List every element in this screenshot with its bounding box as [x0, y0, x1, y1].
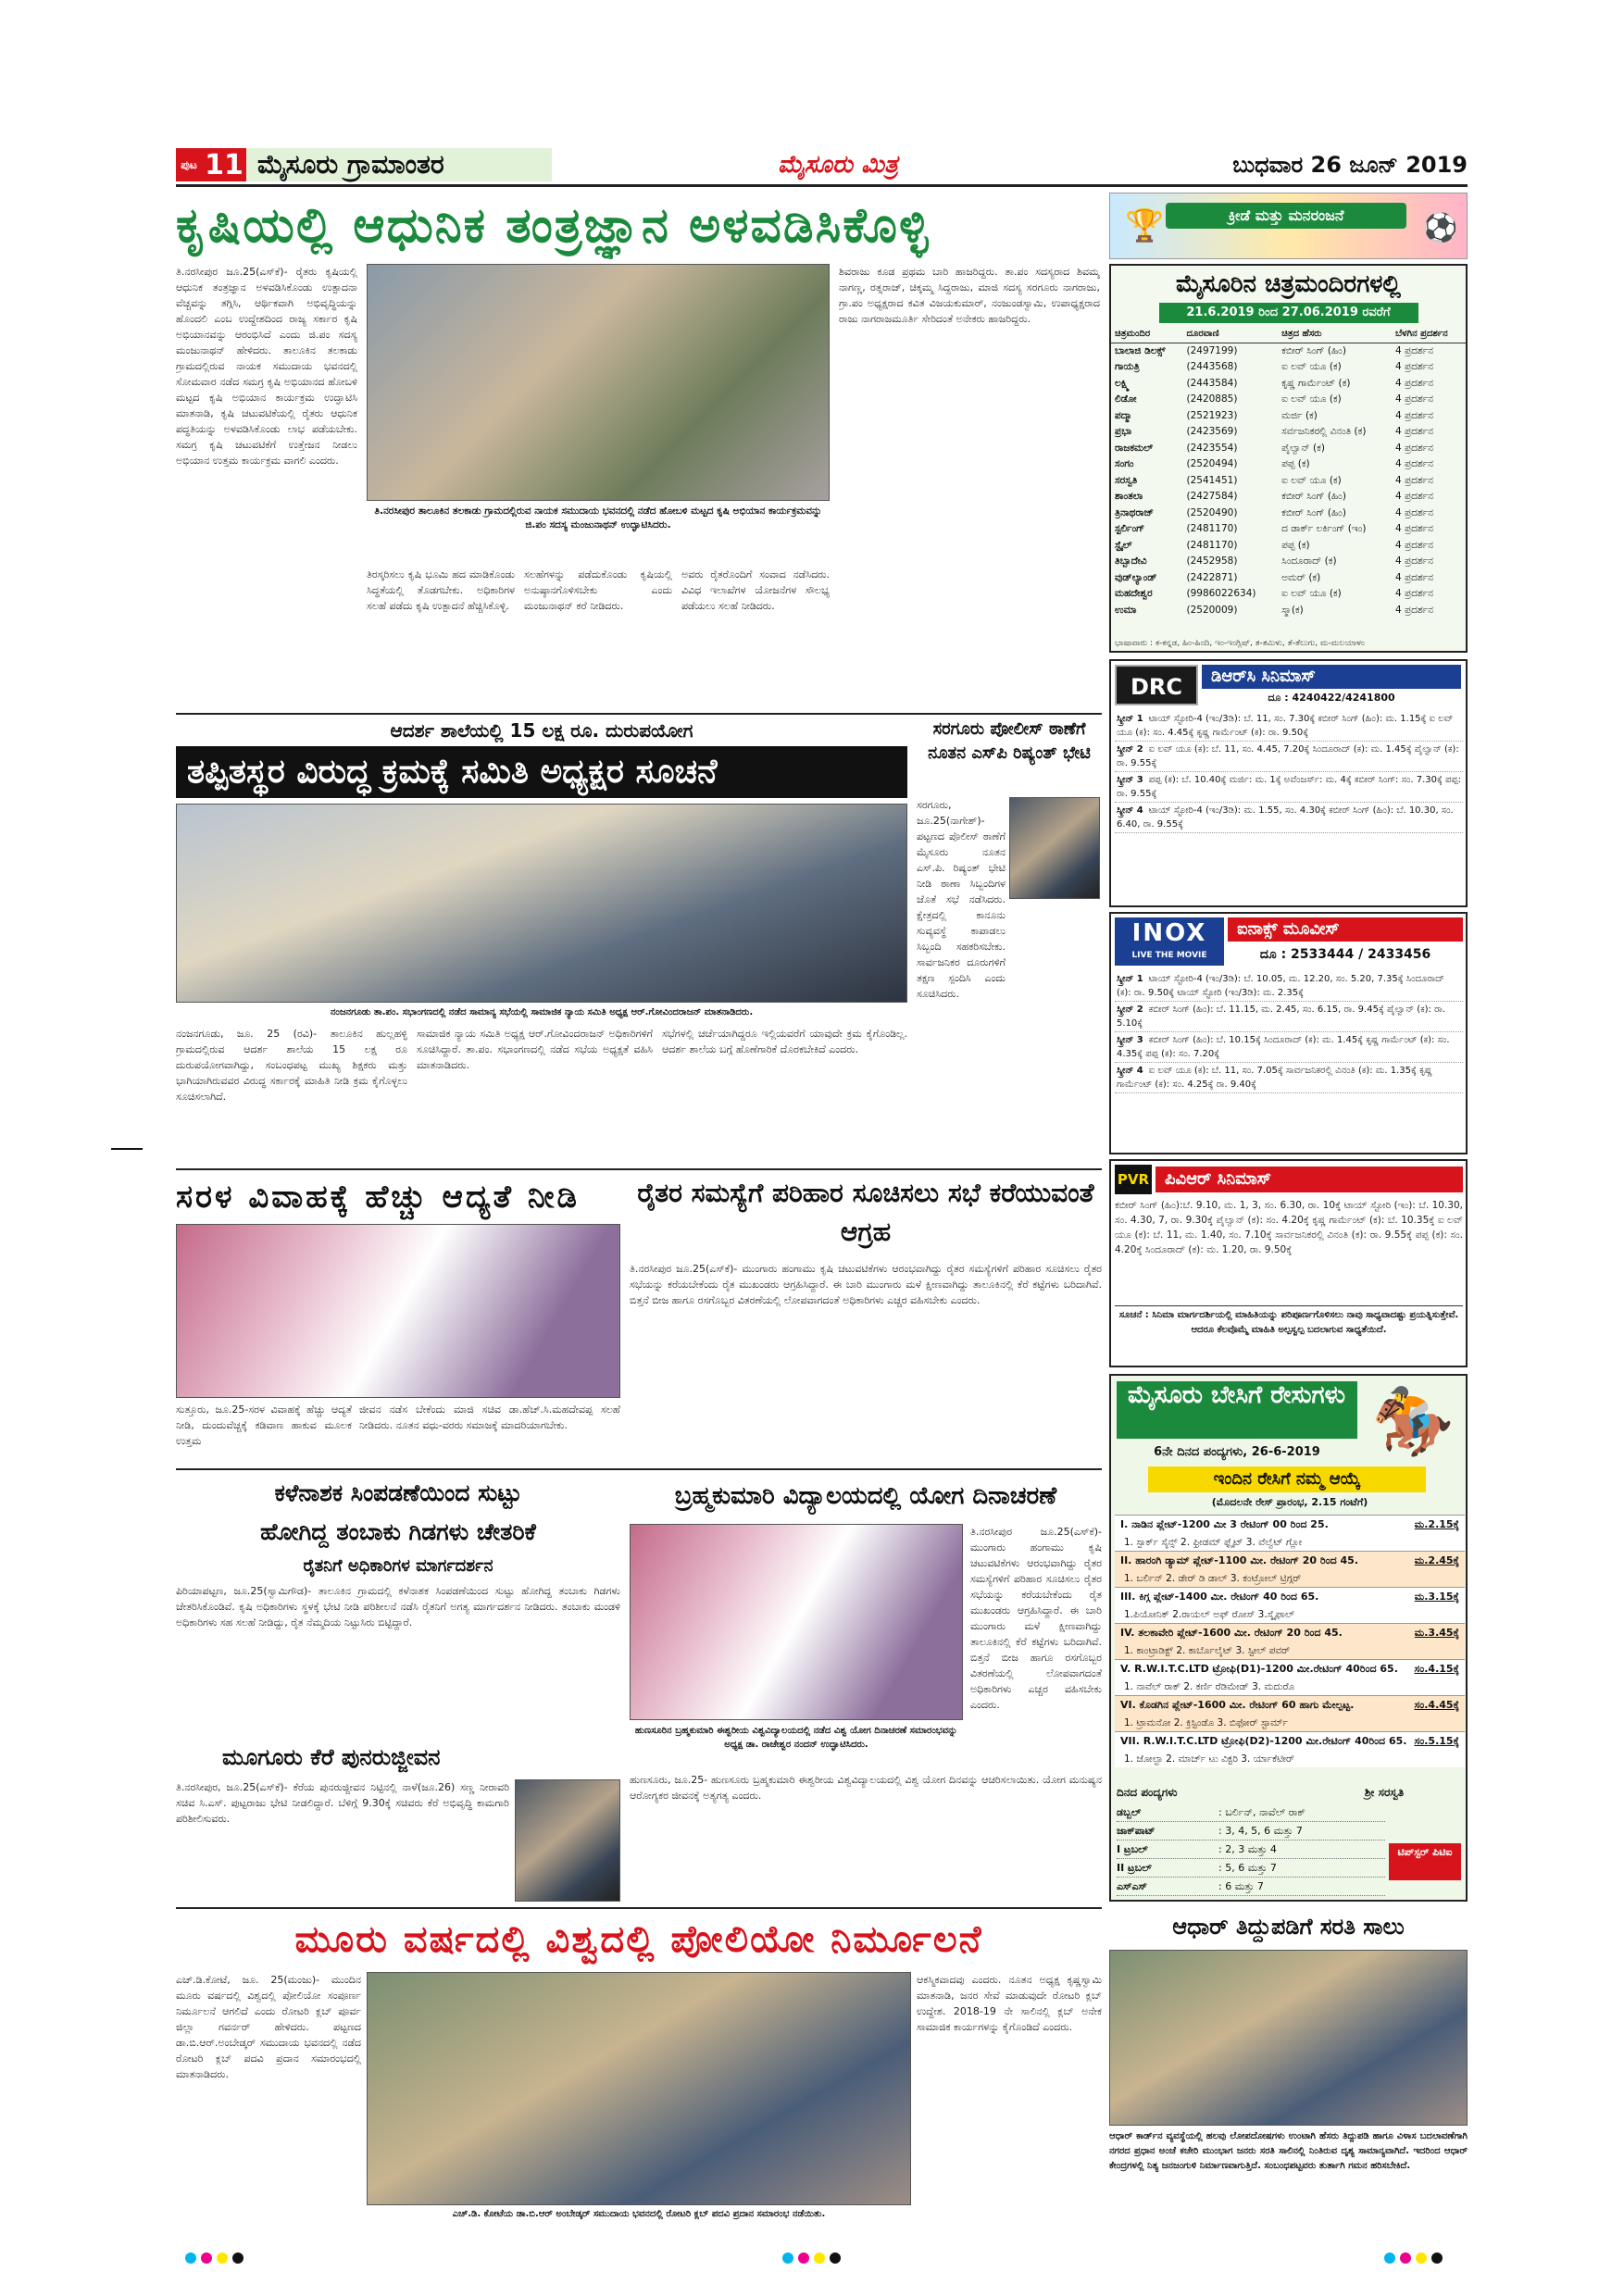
- lead-headline: ಕೃಷಿಯಲ್ಲಿ ಆಧುನಿಕ ತಂತ್ರಜ್ಞಾನ ಅಳವಡಿಸಿಕೊಳ್ಳಿ: [176, 198, 931, 254]
- story5-photo: [515, 1779, 620, 1902]
- race-picks: 1. ಟ್ರಾಮನೋ 2. ಕ್ರಿಸ್ಟಿಂಡೊ 3. ಬಿಫೋರ್ ಸ್ಟಾರ್ಮ್: [1115, 1715, 1465, 1731]
- inox-box: [1109, 912, 1468, 1154]
- pvr-title: ಪಿವಿಆರ್ ಸಿನಿಮಾಸ್: [1156, 1167, 1463, 1192]
- race-time: ಮ.2.45ಕ್ಕೆ: [1414, 1554, 1459, 1566]
- aadhaar-photo: [1109, 1950, 1468, 2126]
- bets-list: [1117, 1803, 1385, 1896]
- race-time: ಸಂ.4.45ಕ್ಕೆ: [1414, 1699, 1459, 1711]
- theater-name: ಗಾಯತ್ರಿ: [1115, 361, 1140, 372]
- drc-cinemas-box: [1109, 659, 1468, 907]
- story3-photo: [176, 1224, 620, 1398]
- issue-date: ಬುಧವಾರ 26 ಜೂನ್ 2019: [1232, 152, 1468, 178]
- bet-picks: : 3, 4, 5, 6 ಮತ್ತು 7: [1218, 1825, 1303, 1837]
- races-subtitle: 6ನೇ ದಿನದ ಪಂದ್ಯಗಳು, 26-6-2019: [1154, 1445, 1320, 1459]
- movie-title: ಪೈಲ್ವಾನ್ (ಕ): [1281, 442, 1325, 454]
- story5-body: ತಿ.ನರಸೀಪುರ, ಜೂ.25(ಎಸ್‌ಕೆ)- ಕೆರೆಯ ಪುನರುಜ್ಜೀವನ ನಿಟ್ಟಿನಲ್ಲಿ ನಾಳೆ(ಜೂ.26) ಸಣ್ಣ ನೀರಾವರಿ ಸಚಿವ ಸಿ.ಎಸ್. ಪುಟ್ಟರಾಜು ಭೇಟಿ ನೀಡಲಿದ್ದಾರೆ. ಬೆಳಿಗ್ಗೆ 9.30ಕ್ಕೆ ಸಚಿವರು ಕೆರೆ ಅಭಿವೃದ್ಧಿ ಕಾಮಗಾರಿ ಪರಿಶೀಲಿಸುವರು.: [176, 1781, 509, 1825]
- drc-screen-list: [1115, 711, 1463, 904]
- aadhaar-story: [1109, 1907, 1468, 2233]
- theater-row: [1111, 424, 1466, 441]
- race-title-row: [1115, 1551, 1465, 1570]
- lead-col-1: ತಿ.ನರಸೀಪುರ ಜೂ.25(ಎಸ್‌ಕೆ)- ರೈತರು ಕೃಷಿಯಲ್ಲಿ ಆಧುನಿಕ ತಂತ್ರಜ್ಞಾನ ಅಳವಡಿಸಿಕೊಂಡು ಉತ್ಪಾದನಾ ವೆಚ್ಚವನ್ನು ತಗ್ಗಿಸಿ, ಆರ್ಥಿಕವಾಗಿ ಅಭಿವೃದ್ಧಿಯನ್ನು ಹೊಂದಲಿ ಎಂಬ ಉದ್ದೇಶದಿಂದ ರಾಜ್ಯ ಸರ್ಕಾರ ಕೃಷಿ ಅಭಿಯಾನವನ್ನು ಆರಂಭಿಸಿದೆ ಎಂದು ಜಿ.ಪಂ ಸದಸ್ಯ ಮಂಜುನಾಥನ್ ಹೇಳಿದರು. ತಾಲೂಕಿನ ತಲಕಾಡು ಗ್ರಾಮದಲ್ಲಿರುವ ನಾಯಕ ಸಮುದಾಯ ಭವನದಲ್ಲಿ ಸೋಮವಾರ ನಡೆದ ಸಮಗ್ರ ಕೃಷಿ ಅಭಿಯಾನದ ಹೋಬಳಿ ಮಟ್ಟದ ಕೃಷಿ ಅಭಿಯಾನ ಕಾರ್ಯಕ್ರಮ ಉದ್ಘಾಟಿಸಿ ಮಾತನಾಡಿ, ಕೃಷಿ ಚಟುವಟಿಕೆಯಲ್ಲಿ ರೈತರು ಆಧುನಿಕ ಪದ್ಧತಿಯನ್ನು ಅಳವಡಿಸಿಕೊಂಡು ಲಾಭ ಪಡೆಯಬೇಕು. ಸಮಗ್ರ ಕೃಷಿ ಚಟುವಟಿಕೆಗೆ ಉತ್ತೇಜನ ನೀಡಲು ಅಭಿಯಾನ ಉತ್ತಮ ಕಾರ್ಯಕ್ರಮ ವಾಗಲಿ ಎಂದರು.: [176, 266, 357, 467]
- masthead: ಮೈಸೂರು ಮಿತ್ರ: [778, 151, 898, 179]
- story7-photo: [630, 1524, 963, 1720]
- story4-headline-line-1: ಕಳೆನಾಶಕ ಸಿಂಪಡಣೆಯಿಂದ ಸುಟ್ಟು: [274, 1479, 522, 1506]
- movie-title: ಐ ಲವ್ ಯೂ (ಕ): [1281, 474, 1342, 486]
- story7-body-side: ತಿ.ನರಸೀಪುರ ಜೂ.25(ಎಸ್‌ಕೆ)- ಮುಂಗಾರು ಹಂಗಾಮು ಕೃಷಿ ಚಟುವಟಿಕೆಗಳು ಆರಂಭವಾಗಿದ್ದು ರೈತರ ಸಮಸ್ಯೆಗಳಿಗೆ ಪರಿಹಾರ ಸೂಚಿಸಲು ರೈತರ ಸಭೆಯನ್ನು ಕರೆಯಬೇಕೆಂದು ರೈತ ಮುಖಂಡರು ಆಗ್ರಹಿಸಿದ್ದಾರೆ. ಈ ಬಾರಿ ಮುಂಗಾರು ಮಳೆ ಕ್ಷೀಣವಾಗಿದ್ದು ತಾಲೂಕಿನಲ್ಲಿ ಕೆರೆ ಕಟ್ಟೆಗಳು ಬರಿದಾಗಿವೆ. ಬಿತ್ತನೆ ಬೀಜ ಹಾಗೂ ರಸಗೊಬ್ಬರ ವಿತರಣೆಯಲ್ಲಿ ಲೋಪವಾಗದಂತೆ ಅಧಿಕಾರಿಗಳು ಎಚ್ಚರ ವಹಿಸಬೇಕು ಎಂದರು.: [970, 1526, 1102, 1711]
- story7-headline: ಬ್ರಹ್ಮಕುಮಾರಿ ವಿದ್ಯಾಲಯದಲ್ಲಿ ಯೋಗ ದಿನಾಚರಣೆ: [674, 1482, 1057, 1510]
- race-time: ಮ.3.45ಕ್ಕೆ: [1414, 1627, 1459, 1639]
- show-count: 4 ಪ್ರದರ್ಶನ: [1394, 539, 1433, 551]
- show-count: 4 ಪ್ರದರ್ಶನ: [1394, 361, 1433, 372]
- theater-row: [1111, 586, 1466, 603]
- theater-listing: [1109, 264, 1468, 653]
- screen-row: [1115, 971, 1463, 1002]
- page-number: 11: [202, 148, 246, 181]
- theater-row: [1111, 392, 1466, 408]
- lead-col-3: ಸಲಹೆಗಳನ್ನು ಪಡೆದುಕೊಂಡು ಕೃಷಿಯಲ್ಲಿ ಅನುಷ್ಠಾನಗೊಳಿಸಬೇಕು ಎಂದು ಮಂಜುನಾಥನ್ ಕರೆ ನೀಡಿದರು.: [524, 568, 672, 612]
- screen-label: ಸ್ಕ್ರೀನ್ 4: [1117, 805, 1143, 816]
- show-count: 4 ಪ್ರದರ್ಶನ: [1394, 474, 1433, 486]
- story4-subhead: ರೈತನಿಗೆ ಅಧಿಕಾರಿಗಳ ಮಾರ್ಗದರ್ಶನ: [303, 1556, 493, 1576]
- yellow-dot: [217, 2252, 228, 2264]
- show-count: 4 ಪ್ರದರ್ಶನ: [1394, 506, 1433, 518]
- screen-showtimes: ಟಾಯ್ ಸ್ಟೋರಿ-4 (ಇಂ/3ಡಿ): ಬೆ. 10.05, ಮ. 12.20, ಸಂ. 5.20, 7.35ಕ್ಕೆ ಸಿಂದೂರಾದ್ (ಕ): ರಾ. 9.50ಕ್ಕೆ ಟಾಯ್ ಸ್ಟೋರಿ (ಇಂ/3ಡಿ): ಮ. 2.35ಕ್ಕೆ: [1117, 974, 1444, 998]
- theater-phone: (2443584): [1186, 377, 1238, 389]
- theater-name: ತಿಬ್ಬಾದೇವಿ: [1115, 555, 1147, 567]
- divider: [176, 1907, 1102, 1909]
- section-name: ಮೈಸೂರು ಗ್ರಾಮಾಂತರ: [246, 148, 552, 181]
- theater-row: [1111, 538, 1466, 555]
- theater-row: [1111, 456, 1466, 473]
- race-picks: 1. ಜೋಲ್ಟಾ 2. ಮಾರ್ಚ್ ಟು ವಿಕ್ಟರಿ 3. ರ್ಯಾಕೆಟೀರ್: [1115, 1751, 1465, 1767]
- screen-showtimes: ಟಾಯ್ ಸ್ಟೋರಿ-4 (ಇಂ/3ಡಿ): ಮ. 1.55, ಸಂ. 4.30ಕ್ಕೆ ಕಬೀರ್ ಸಿಂಗ್ (ಹಿಂ): ಬೆ. 10.30, ಸಂ. 6.40, ರಾ. 9.55ಕ್ಕೆ: [1117, 805, 1454, 830]
- races-title: ಮೈಸೂರು ಬೇಸಿಗೆ ರೇಸುಗಳು: [1117, 1381, 1357, 1439]
- lead-col-5: ಶಿವರಾಜು ಕೂಡ ಪ್ರಥಮ ಬಾರಿ ಹಾಜರಿದ್ದರು. ತಾ.ಪಂ ಸದಸ್ಯರಾದ ಶಿವಮ್ಮ ನಾಗಣ್ಣ, ರತ್ನರಾಜ್, ಚಿಕ್ಕಮ್ಮ ಸಿದ್ದರಾಜು, ಮಾಜಿ ಸದಸ್ಯ ಸರಗೂರು ನಾಗರಾಜು, ಗ್ರಾ.ಪಂ ಅಧ್ಯಕ್ಷರಾದ ಕವಿತ ವಿಜಯಕುಮಾರ್, ನಂಜುಂಡಸ್ವಾಮಿ, ಉಪಾಧ್ಯಕ್ಷರಾದ ರಾಜು ನಾಗರಾಜಮೂರ್ತಿ ಸೇರಿದಂತೆ ಅನೇಕರು ಹಾಜರಿದ್ದರು.: [839, 266, 1100, 325]
- race-title-row: [1115, 1515, 1465, 1534]
- theater-phone: (2520009): [1186, 604, 1238, 616]
- inox-logo-top: INOX: [1131, 919, 1207, 947]
- story5-headline: ಮೂಗೂರು ಕೆರೆ ಪುನರುಜ್ಜೀವನ: [222, 1744, 441, 1770]
- bet-row: [1117, 1859, 1385, 1878]
- show-count: 4 ಪ್ರದರ್ಶನ: [1394, 426, 1433, 437]
- theater-phone: (2497199): [1186, 344, 1238, 356]
- divider: [176, 1468, 1102, 1470]
- theater-row: [1111, 441, 1466, 457]
- pvr-box: [1109, 1159, 1468, 1367]
- theater-name: ವುಡ್‌ಲ್ಯಾಂಡ್: [1115, 571, 1157, 583]
- show-count: 4 ಪ್ರದರ್ಶನ: [1394, 555, 1433, 567]
- race-title: III. ಕಿಗ್ಗ ಪ್ಲೇಟ್-1400 ಮೀ. ರೇಟಿಂಗ್ 40 ರಿಂದ 65.: [1120, 1591, 1319, 1603]
- police-story: [917, 718, 1102, 1167]
- screen-row: [1115, 1032, 1463, 1063]
- show-count: 4 ಪ್ರದರ್ಶನ: [1394, 588, 1433, 599]
- show-count: 4 ಪ್ರದರ್ಶನ: [1394, 491, 1433, 502]
- show-count: 4 ಪ್ರದರ್ಶನ: [1394, 523, 1433, 534]
- registration-marks-left: [185, 2250, 269, 2265]
- race-title-row: [1115, 1587, 1465, 1606]
- theater-row: [1111, 376, 1466, 393]
- bet-type: I ಟ್ರಬಲ್: [1117, 1843, 1148, 1855]
- magenta-dot: [1400, 2252, 1411, 2264]
- bet-row: [1117, 1803, 1385, 1822]
- movie-title: ಕಬೀರ್ ಸಿಂಗ್ (ಹಿಂ): [1281, 344, 1346, 356]
- story8-col-1: ಎಚ್.ಡಿ.ಕೋಟೆ, ಜೂ. 25(ಮಂಜು)- ಮುಂದಿನ ಮೂರು ವರ್ಷದಲ್ಲಿ ವಿಶ್ವದಲ್ಲಿ ಪೋಲಿಯೋ ಸಂಪೂರ್ಣ ನಿರ್ಮೂಲನೆ ಆಗಲಿದೆ ಎಂದು ರೋಟರಿ ಕ್ಲಬ್ ಪೂರ್ವ ಜಿಲ್ಲಾ ಗವರ್ನರ್ ಹೇಳಿದರು. ಪಟ್ಟಣದ ಡಾ.ಬಿ.ಆರ್.ಅಂಬೇಡ್ಕರ್ ಸಮುದಾಯ ಭವನದಲ್ಲಿ ನಡೆದ ರೋಟರಿ ಕ್ಲಬ್ ಪದವಿ ಪ್ರದಾನ ಸಮಾರಂಭದಲ್ಲಿ ಮಾತನಾಡಿದರು.: [176, 1974, 361, 2080]
- story8-col-2: ಆಕಸ್ಮಿಕವಾದವು ಎಂದರು. ನೂತನ ಅಧ್ಯಕ್ಷ ಕೃಷ್ಣಸ್ವಾಮಿ ಮಾತನಾಡಿ, ಜನರ ಸೇವೆ ಮಾಡುವುದೇ ರೋಟರಿ ಕ್ಲಬ್ ಉದ್ದೇಶ. 2018-19 ನೇ ಸಾಲಿನಲ್ಲಿ ಕ್ಲಬ್ ಅನೇಕ ಸಾಮಾಜಿಕ ಕಾರ್ಯಗಳನ್ನು ಕೈಗೊಂಡಿದೆ ಎಂದರು.: [917, 1974, 1102, 2033]
- drc-phone: ದೂ : 4240422/4241800: [1268, 692, 1395, 704]
- story4-body: ಪಿರಿಯಾಪಟ್ಟಣ, ಜೂ.25(ಸ್ವಾಮಿಗೌಡ)- ತಾಲೂಕಿನ ಗ್ರಾಮದಲ್ಲಿ ಕಳೆನಾಶಕ ಸಿಂಪಡಣೆಯಿಂದ ಸುಟ್ಟು ಹೋಗಿದ್ದ ತಂಬಾಕು ಗಿಡಗಳು ಚೇತರಿಸಿಕೊಂಡಿವೆ. ಕೃಷಿ ಅಧಿಕಾರಿಗಳು ಸ್ಥಳಕ್ಕೆ ಭೇಟಿ ನೀಡಿ ಪರಿಶೀಲನೆ ನಡೆಸಿ ರೈತನಿಗೆ ಅಗತ್ಯ ಮಾರ್ಗದರ್ಶನ ನೀಡಿದರು. ತಂಬಾಕು ಮಂಡಳಿ ಅಧಿಕಾರಿಗಳು ಸಹ ಸಲಹೆ ನೀಡಿದ್ದು, ರೈತ ನೆಮ್ಮದಿಯ ನಿಟ್ಟುಸಿರು ಬಿಟ್ಟಿದ್ದಾರೆ.: [176, 1585, 620, 1628]
- theater-name: ಲಕ್ಷ್ಮಿ: [1115, 377, 1130, 389]
- show-count: 4 ಪ್ರದರ್ಶನ: [1394, 458, 1433, 469]
- movie-title: ಅಮರ್ (ಕ): [1281, 571, 1321, 583]
- story2-kicker: ಆದರ್ಶ ಶಾಲೆಯಲ್ಲಿ 15 ಲಕ್ಷ ರೂ. ದುರುಪಯೋಗ: [390, 719, 693, 742]
- theater-phone: (2420885): [1186, 393, 1238, 405]
- pvr-notice: ಸೂಚನೆ : ಸಿನಿಮಾ ಮಾರ್ಗದರ್ಶಿಯಲ್ಲಿ ಮಾಹಿತಿಯನ್ನು ಪರಿಪೂರ್ಣಗೊಳಿಸಲು ನಾವು ಸಾಧ್ಯವಾದಷ್ಟು ಪ್ರಯತ್ನಿಸುತ್ತೇವೆ. ಆದರೂ ಕೆಲವೊಮ್ಮೆ ಮಾಹಿತಿ ಅಲ್ಪಸ್ವಲ್ಪ ಬದಲಾಗುವ ಸಾಧ್ಯತೆಯಿದೆ.: [1115, 1305, 1463, 1365]
- screen-showtimes: ಕಬೀರ್ ಸಿಂಗ್ (ಹಿಂ): ಬೆ. 11.15, ಮ. 2.45, ಸಂ. 6.15, ರಾ. 9.45ಕ್ಕೆ ಪೈಲ್ವಾನ್ (ಕ): ರಾ. 5.10ಕ್ಕೆ: [1117, 1004, 1446, 1029]
- crop-mark: [111, 1148, 143, 1150]
- bets-by: ಶ್ರೀ ಸರಸ್ವತಿ: [1364, 1786, 1405, 1799]
- movie-title: ಪಪ್ಪ (ಕ): [1281, 458, 1310, 469]
- theater-phone: (2427584): [1186, 491, 1238, 502]
- bet-type: ಜಾಕ್‌ಪಾಟ್: [1117, 1825, 1156, 1837]
- theater-name: ಉಮಾ: [1115, 604, 1137, 616]
- registration-marks-center: [782, 2250, 866, 2265]
- theater-row: [1111, 521, 1466, 538]
- divider: [176, 1168, 1102, 1170]
- show-count: 4 ಪ್ರದರ್ಶನ: [1394, 571, 1433, 583]
- story3-headline: ಸರಳ ವಿವಾಹಕ್ಕೆ ಹೆಚ್ಚು ಆದ್ಯತೆ ನೀಡಿ: [176, 1179, 580, 1216]
- theater-row: [1111, 359, 1466, 376]
- screen-label: ಸ್ಕ್ರೀನ್ 2: [1117, 1004, 1143, 1015]
- show-count: 4 ಪ್ರದರ್ಶನ: [1394, 409, 1433, 421]
- theater-row: [1111, 489, 1466, 505]
- cyan-dot: [185, 2252, 196, 2264]
- story4-headline-line-2: ಹೋಗಿದ್ದ ತಂಬಾಕು ಗಿಡಗಳು ಚೇತರಿಕೆ: [260, 1518, 536, 1545]
- show-count: 4 ಪ್ರದರ್ಶನ: [1394, 604, 1433, 616]
- screen-row: [1115, 772, 1463, 803]
- lead-photo: [367, 264, 830, 501]
- show-count: 4 ಪ್ರದರ್ಶನ: [1394, 377, 1433, 389]
- theater-phone: (2481170): [1186, 523, 1238, 534]
- black-dot: [232, 2252, 244, 2264]
- screen-label: ಸ್ಕ್ರೀನ್ 1: [1117, 714, 1143, 724]
- theater-row: [1111, 570, 1466, 587]
- inox-screen-list: [1115, 971, 1463, 1151]
- race-title: VI. ಕೊಡಗಿನ ಪ್ಲೇಟ್-1600 ಮೀ. ರೇಟಿಂಗ್ 60 ಹಾಗು ಮೇಲ್ಪಟ್ಟ.: [1120, 1699, 1355, 1711]
- drc-logo: DRC: [1115, 665, 1198, 705]
- screen-showtimes: ಪಪ್ಪ (ಕ): ಬೆ. 10.40ಕ್ಕೆ ಮರ್ಜಿ: ಮ. 1ಕ್ಕೆ ಅವೆಂಜರ್ಸ್: ಮ. 4ಕ್ಕೆ ಕಬೀರ್ ಸಿಂಗ್: ಸಂ. 7.30ಕ್ಕೆ ಪಪ್ಪ: ರಾ. 9.55ಕ್ಕೆ: [1117, 775, 1461, 799]
- lead-col-4: ಅವರು ರೈತರೊಂದಿಗೆ ಸಂವಾದ ನಡೆಸಿದರು. ವಿವಿಧ ಇಲಾಖೆಗಳ ಯೋಜನೆಗಳ ಸೌಲಭ್ಯ ಪಡೆಯಲು ಸಲಹೆ ನೀಡಿದರು.: [681, 568, 830, 612]
- bet-picks: : ಬರ್ಲಿನ್, ನಾವೆಲ್ ರಾಕ್: [1218, 1806, 1305, 1818]
- theater-phone: (2481170): [1186, 539, 1238, 551]
- show-count: 4 ಪ್ರದರ್ಶನ: [1394, 442, 1433, 454]
- story7-photo-caption: ಹುಣಸೂರಿನ ಬ್ರಹ್ಮಕುಮಾರಿ ಈಶ್ವರೀಯ ವಿಶ್ವವಿದ್ಯಾಲಯದಲ್ಲಿ ನಡೆದ ವಿಶ್ವ ಯೋಗ ದಿನಾಚರಣೆ ಸಮಾರಂಭವನ್ನು ಅಧ್ಯಕ್ಷ ಡಾ. ರಾಜೇಶ್ವರ ನಂದನ್ ಉದ್ಘಾಟಿಸಿದರು.: [634, 1726, 958, 1750]
- pvr-showtimes: ಕಬೀರ್ ಸಿಂಗ್ (ಹಿಂ):ಬೆ. 9.10, ಮ. 1, 3, ಸಂ. 6.30, ರಾ. 10ಕ್ಕೆ ಟಾಯ್ ಸ್ಟೋರಿ (ಇಂ): ಬೆ. 10.30, ಸಂ. 4.30, 7, ರಾ. 9.30ಕ್ಕೆ ಪೈಲ್ವಾನ್ (ಕ): ಸಂ. 4.20ಕ್ಕೆ ಕೃಷ್ಣ ಗಾರ್ಮೆಂಟ್ (ಕ): ಬೆ. 10.35ಕ್ಕೆ ಐ ಲವ್ ಯೂ (ಕ): ಬೆ. 11, ಮ. 1.40, ಸಂ. 7.10ಕ್ಕೆ ಸಾರ್ವಜನಿಕರಲ್ಲಿ ವಿನಂತಿ (ಕ): ರಾ. 9.55ಕ್ಕೆ ಪಪ್ಪ (ಕ): ಸಂ. 4.20ಕ್ಕೆ ಸಿಂದೂರಾದ್ (ಕ): ಮ. 1.20, ರಾ. 9.50ಕ್ಕೆ: [1115, 1200, 1463, 1255]
- screen-label: ಸ್ಕ್ರೀನ್ 2: [1117, 744, 1143, 755]
- screen-row: [1115, 742, 1463, 772]
- cyan-dot: [1384, 2252, 1395, 2264]
- screen-row: [1115, 1063, 1463, 1093]
- theater-row: [1111, 473, 1466, 490]
- screen-showtimes: ಟಾಯ್ ಸ್ಟೋರಿ-4 (ಇಂ/3ಡಿ): ಬೆ. 11, ಸಂ. 7.30ಕ್ಕೆ ಕಬೀರ್ ಸಿಂಗ್ (ಹಿಂ): ಮ. 1.15ಕ್ಕೆ ಐ ಲವ್ ಯೂ (ಕ): ಸಂ. 4.45ಕ್ಕೆ ಕೃಷ್ಣ ಗಾರ್ಮೆಂಟ್ (ಕ): ರಾ. 9.50ಕ್ಕೆ: [1117, 714, 1454, 738]
- theater-table: [1111, 326, 1466, 618]
- movie-title: ಕಬೀರ್ ಸಿಂಗ್ (ಹಿಂ): [1281, 491, 1346, 502]
- theater-name: ಸಂಗಂ: [1115, 458, 1134, 469]
- theater-name: ಪದ್ಮಾ: [1115, 409, 1132, 421]
- theater-name: ಸ್ಟೈಲ್: [1115, 539, 1132, 551]
- theater-name: ಸರಸ್ವತಿ: [1115, 474, 1138, 486]
- bet-row: [1117, 1822, 1385, 1841]
- story7-body: ಹುಣಸೂರು, ಜೂ.25- ಹುಣಸೂರು ಬ್ರಹ್ಮಕುಮಾರಿ ಈಶ್ವರೀಯ ವಿಶ್ವವಿದ್ಯಾಲಯದಲ್ಲಿ ವಿಶ್ವ ಯೋಗ ದಿನವನ್ನು ಆಚರಿಸಲಾಯಿತು. ಯೋಗ ಮನುಷ್ಯನ ಆರೋಗ್ಯಕರ ಜೀವನಕ್ಕೆ ಅತ್ಯಗತ್ಯ ಎಂದರು.: [630, 1774, 1102, 1802]
- theater-row: [1111, 408, 1466, 425]
- bet-picks: : 6 ಮತ್ತು 7: [1218, 1880, 1264, 1892]
- theater-phone: (2423554): [1186, 442, 1238, 454]
- theater-row: [1111, 343, 1466, 359]
- aadhaar-caption: ಆಧಾರ್ ಕಾರ್ಡ್‌ನ ವ್ಯವಸ್ಥೆಯಲ್ಲಿ ಹಲವು ಲೋಪದೋಷಗಳು ಉಂಟಾಗಿ ಹೆಸರು ತಿದ್ದುಪಡಿ ಹಾಗೂ ವಿಳಾಸ ಬದಲಾವಣೆಗಾಗಿ ನಗರದ ಪ್ರಧಾನ ಅಂಚೆ ಕಚೇರಿ ಮುಂಭಾಗ ಜನರು ಸರತಿ ಸಾಲಿನಲ್ಲಿ ನಿಂತಿರುವ ದೃಶ್ಯ ಸಾಮಾನ್ಯವಾಗಿದೆ. ಇದರಿಂದ ಆಧಾರ್ ಕೇಂದ್ರಗಳಲ್ಲಿ ನಿತ್ಯ ಜನಜಂಗುಳಿ ನಿರ್ಮಾಣವಾಗುತ್ತಿದೆ. ಸಂಬಂಧಪಟ್ಟವರು ತುರ್ತಾಗಿ ಗಮನ ಹರಿಸಬೇಕಿದೆ.: [1109, 2131, 1468, 2171]
- screen-showtimes: ಐ ಲವ್ ಯೂ (ಕ): ಬೆ. 11, ಸಂ. 7.05ಕ್ಕೆ ಸಾರ್ವಜನಿಕರಲ್ಲಿ ವಿನಂತಿ (ಕ): ಮ. 1.35ಕ್ಕೆ ಕೃಷ್ಣ ಗಾರ್ಮೆಂಟ್ (ಕ): ಸಂ. 4.25ಕ್ಕೆ ರಾ. 9.40ಕ್ಕೆ: [1117, 1066, 1432, 1090]
- movie-title: ಐ ಲವ್ ಯೂ (ಕ): [1281, 393, 1342, 405]
- magenta-dot: [798, 2252, 809, 2264]
- sports-banner: [1109, 193, 1468, 259]
- bet-type: II ಟ್ರಬಲ್: [1117, 1862, 1152, 1874]
- registration-marks-right: [1384, 2250, 1468, 2265]
- race-title-row: [1115, 1695, 1465, 1715]
- theater-column-header: ದೂರವಾಣಿ: [1186, 329, 1219, 339]
- police-body: ಸರಗೂರು, ಜೂ.25(ನಾಗೇಶ್)- ಪಟ್ಟಣದ ಪೊಲೀಸ್ ಠಾಣೆಗೆ ಮೈಸೂರು ನೂತನ ಎಸ್.ಪಿ. ರಿಷ್ಯಂತ್ ಭೇಟಿ ನೀಡಿ ಠಾಣಾ ಸಿಬ್ಬಂದಿಗಳ ಜೊತೆ ಸಭೆ ನಡೆಸಿದರು. ಕ್ಷೇತ್ರದಲ್ಲಿ ಕಾನೂನು ಸುವ್ಯವಸ್ಥೆ ಕಾಪಾಡಲು ಸಿಬ್ಬಂದಿ ಸಹಕರಿಸಬೇಕು. ಸಾರ್ವಜನಿಕರ ದೂರುಗಳಿಗೆ ತಕ್ಷಣ ಸ್ಪಂದಿಸಿ ಎಂದು ಸೂಚಿಸಿದರು.: [917, 799, 1006, 1000]
- police-sp-photo: [1009, 797, 1100, 899]
- race-title-row: [1115, 1623, 1465, 1642]
- theater-phone: (9986022634): [1186, 588, 1256, 599]
- drc-title: ಡಿಆರ್‌ಸಿ ಸಿನಿಮಾಸ್: [1202, 665, 1461, 689]
- theater-row: [1111, 603, 1466, 619]
- race-picks: 1. ಸ್ಪಾರ್ಕ್ ಸೈನ್ಸ್ 2. ಫ್ರೀಡಮ್ ಫ್ಲೈಟ್ 3. ವೆಲ್ವೆಟ್ ಗ್ಲೋ: [1115, 1534, 1465, 1551]
- theater-phone: (2520494): [1186, 458, 1238, 469]
- story2-col-1: ನಂಜನಗೂಡು, ಜೂ. 25 (ರವಿ)- ತಾಲೂಕಿನ ಹುಲ್ಲಹಳ್ಳಿ ಗ್ರಾಮದಲ್ಲಿರುವ ಆದರ್ಶ ಶಾಲೆಯ 15 ಲಕ್ಷ ರೂ ದುರುಪಯೋಗವಾಗಿದ್ದು, ಸಂಬಂಧಪಟ್ಟ ಮುಖ್ಯ ಶಿಕ್ಷಕರು ಮತ್ತು ಭಾಗಿಯಾಗಿರುವವರ ವಿರುದ್ಧ ಸರ್ಕಾರಕ್ಕೆ ಮಾಹಿತಿ ನೀಡಿ ಕ್ರಮ ಕೈಗೊಳ್ಳಲು ಸೂಚಿಸಲಾಗಿದೆ.: [176, 1028, 407, 1103]
- theater-name: ಮಹದೇಶ್ವರ: [1115, 588, 1153, 599]
- race-time: ಮ.3.15ಕ್ಕೆ: [1414, 1591, 1459, 1603]
- black-dot: [1431, 2252, 1443, 2264]
- divider: [176, 713, 1102, 715]
- story4-headline: [176, 1474, 620, 1552]
- race-list: [1115, 1515, 1465, 1779]
- cyan-dot: [782, 2252, 793, 2264]
- header-rule: [176, 184, 1468, 187]
- inox-logo-bottom: LIVE THE MOVIE: [1131, 951, 1207, 960]
- theater-phone: (2520490): [1186, 506, 1238, 518]
- screen-label: ಸ್ಕ್ರೀನ್ 3: [1117, 775, 1143, 785]
- story2-headline: ತಪ್ಪಿತಸ್ಥರ ವಿರುದ್ಧ ಕ್ರಮಕ್ಕೆ ಸಮಿತಿ ಅಧ್ಯಕ್ಷರ ಸೂಚನೆ: [176, 746, 907, 798]
- yellow-dot: [1416, 2252, 1427, 2264]
- screen-showtimes: ಐ ಲವ್ ಯೂ (ಕ): ಬೆ. 11, ಸಂ. 4.45, 7.20ಕ್ಕೆ ಸಿಂದೂರಾದ್ (ಕ): ಮ. 1.45ಕ್ಕೆ ಪೈಲ್ವಾನ್ (ಕ): ರಾ. 9.55ಕ್ಕೆ: [1117, 744, 1459, 768]
- theater-name: ಶಾಂತಲಾ: [1115, 491, 1143, 502]
- race-picks: 1.ಪಿಯೋನಿಕ್ 2.ರಾಯಲ್ ಅಫ್ ರೋಸ್ 3.ಸ್ಕೈಫಾಲ್: [1115, 1606, 1465, 1623]
- movie-title: ಪಪ್ಪ (ಕ): [1281, 539, 1310, 551]
- bet-type: ಡಬ್ಬಲ್: [1117, 1806, 1142, 1818]
- screen-row: [1115, 711, 1463, 742]
- bets-title: ದಿನದ ಪಂದ್ಯಗಳು: [1117, 1786, 1178, 1799]
- inox-logo: [1115, 917, 1224, 966]
- magenta-dot: [201, 2252, 212, 2264]
- theater-column-header: ಬೆಳಗಿನ ಪ್ರದರ್ಶನ: [1394, 329, 1448, 339]
- race-title: I. ನಾಡಿನ ಪ್ಲೇಟ್-1200 ಮೀ 3 ರೇಟಿಂಗ್ 00 ರಿಂದ 25.: [1120, 1518, 1329, 1530]
- movie-title: ಕಬೀರ್ ಸಿಂಗ್ (ಹಿಂ): [1281, 506, 1346, 518]
- bet-picks: : 2, 3 ಮತ್ತು 4: [1218, 1843, 1277, 1855]
- movie-title: ಐ ಲವ್ ಯೂ (ಕ): [1281, 361, 1342, 372]
- theater-name: ಸ್ಟರ್ಲಿಂಗ್: [1115, 523, 1145, 534]
- theater-phone: (2423569): [1186, 426, 1238, 437]
- movie-title: ದ ಡಾರ್ಕ್ ಲರ್ಕಿಂಗ್ (ಇಂ): [1281, 523, 1367, 534]
- racehorse-icon: 🏇: [1371, 1382, 1455, 1460]
- theater-name: ರಾಜಕಮಲ್: [1115, 442, 1154, 454]
- black-dot: [830, 2252, 841, 2264]
- screen-row: [1115, 803, 1463, 833]
- theater-name: ತ್ರಿನಾಥರಾಜ್: [1115, 506, 1155, 518]
- story3-col-1: ಸುತ್ತೂರು, ಜೂ.25-ಸರಳ ವಿವಾಹಕ್ಕೆ ಹೆಚ್ಚು ಆದ್ಯತೆ ನೀಡಿ, ದುಂದುವೆಚ್ಚಕ್ಕೆ ಕಡಿವಾಣ ಹಾಕುವ ಮೂಲಕ ಉತ್ತಮ: [176, 1404, 352, 1447]
- story2-col-3: ಸಭೆಗಳಲ್ಲಿ ಚರ್ಚೆಯಾಗಿದ್ದರೂ ಇಲ್ಲಿಯವರೆಗೆ ಯಾವುದೇ ಕ್ರಮ ಕೈಗೊಂಡಿಲ್ಲ. ಆದರ್ಶ ಶಾಲೆಯ ಬಗ್ಗೆ ಹೊಣೆಗಾರಿಕೆ ದೊರಕಬೇಕಿದೆ ಎಂದರು.: [662, 1028, 907, 1055]
- story3-col-2: ಜೀವನ ನಡೆಸ ಬೇಕೆಂದು ಮಾಜಿ ಸಚಿವ ಡಾ.ಹೆಚ್.ಸಿ.ಮಹದೇವಪ್ಪ ಸಲಹೆ ನೀಡಿದರು. ನೂತನ ವಧು-ವರರು ಸಮಾಜಕ್ಕೆ ಮಾದರಿಯಾಗಬೇಕು.: [359, 1404, 620, 1431]
- story6-headline: ರೈತರ ಸಮಸ್ಯೆಗೆ ಪರಿಹಾರ ಸೂಚಿಸಲು ಸಭೆ ಕರೆಯುವಂತೆ ಆಗ್ರಹ: [637, 1178, 1094, 1247]
- movie-title: ಐ ಲವ್ ಯೂ (ಕ): [1281, 588, 1342, 599]
- races-pick-note: (ಮೊದಲನೇ ರೇಸ್ ಪ್ರಾರಂಭ, 2.15 ಗಂಟೆಗೆ): [1211, 1496, 1368, 1508]
- story8-photo: [367, 1972, 911, 2205]
- screen-label: ಸ್ಕ್ರೀನ್ 3: [1117, 1035, 1143, 1045]
- story8-headline: ಮೂರು ವರ್ಷದಲ್ಲಿ ವಿಶ್ವದಲ್ಲಿ ಪೋಲಿಯೋ ನಿರ್ಮೂಲನೆ: [294, 1918, 983, 1961]
- screen-label: ಸ್ಕ್ರೀನ್ 4: [1117, 1066, 1143, 1076]
- theater-name: ಪ್ರಭಾ: [1115, 426, 1132, 437]
- screen-label: ಸ್ಕ್ರೀನ್ 1: [1117, 974, 1143, 984]
- trophy-icon: 🏆: [1125, 207, 1165, 244]
- football-icon: ⚽: [1423, 212, 1458, 244]
- movie-title: ಮರ್ಜಿ (ಕ): [1281, 409, 1318, 421]
- story2-photo: [176, 804, 907, 1003]
- tipster-badge: ಟಿಪ್‌ಸ್ಟರ್ ಪಿಟಿಐ: [1389, 1843, 1461, 1880]
- bet-row: [1117, 1841, 1385, 1859]
- theater-phone: (2443568): [1186, 361, 1238, 372]
- screen-showtimes: ಕಬೀರ್ ಸಿಂಗ್ (ಹಿಂ): ಬೆ. 10.15ಕ್ಕೆ ಸಿಂದೂರಾದ್ (ಕ): ಮ. 1.45ಕ್ಕೆ ಕೃಷ್ಣ ಗಾರ್ಮೆಂಟ್ (ಕ): ಸಂ. 4.35ಕ್ಕೆ ಪಪ್ಪ (ಕ): ಸಂ. 7.20ಕ್ಕೆ: [1117, 1035, 1450, 1059]
- lead-photo-caption: ತಿ.ನರಸೀಪುರ ತಾಲೂಕಿನ ತಲಕಾಡು ಗ್ರಾಮದಲ್ಲಿರುವ ನಾಯಕ ಸಮುದಾಯ ಭವನದಲ್ಲಿ ನಡೆದ ಹೋಬಳಿ ಮಟ್ಟದ ಕೃಷಿ ಅಭಿಯಾನ ಕಾರ್ಯಕ್ರಮವನ್ನು ಜಿ.ಪಂ ಸದಸ್ಯ ಮಂಜುನಾಥನ್ ಉದ್ಘಾಟಿಸಿದರು.: [374, 505, 822, 530]
- show-count: 4 ಪ್ರದರ್ಶನ: [1394, 344, 1433, 356]
- story2-col-2: ಸಾಮಾಜಿಕ ನ್ಯಾಯ ಸಮಿತಿ ಅಧ್ಯಕ್ಷ ಆರ್.ಗೋವಿಂದರಾಜನ್ ಅಧಿಕಾರಿಗಳಿಗೆ ಸೂಚಿಸಿದ್ದಾರೆ. ತಾ.ಪಂ. ಸಭಾಂಗಣದಲ್ಲಿ ನಡೆದ ಸಭೆಯ ಅಧ್ಯಕ್ಷತೆ ವಹಿಸಿ ಮಾತನಾಡಿದರು.: [417, 1028, 653, 1071]
- story8-photo-caption: ಎಚ್.ಡಿ. ಕೋಟೆಯ ಡಾ.ಬಿ.ಆರ್ ಅಂಬೇಡ್ಕರ್ ಸಮುದಾಯ ಭವನದಲ್ಲಿ ರೋಟರಿ ಕ್ಲಬ್ ಪದವಿ ಪ್ರದಾನ ಸಮಾರಂಭ ನಡೆಯಿತು.: [452, 2209, 826, 2219]
- theater-phone: (2452958): [1186, 555, 1238, 567]
- theater-column-header: ಚಿತ್ರದ ಹೆಸರು: [1281, 329, 1322, 339]
- race-time: ಸಂ.5.15ಕ್ಕೆ: [1414, 1735, 1459, 1747]
- theater-phone: (2422871): [1186, 571, 1238, 583]
- movie-title: ಸ್ಮಾ(ಕ): [1281, 604, 1304, 616]
- theater-name: ಬಾಲಾಜಿ ಡಿಲಕ್ಸ್: [1115, 344, 1166, 356]
- theater-date-range: 21.6.2019 ರಿಂದ 27.06.2019 ರವರೆಗೆ: [1159, 303, 1418, 323]
- inox-title: ಐನಾಕ್ಸ್ ಮೂವೀಸ್: [1228, 917, 1463, 942]
- races-box: [1109, 1374, 1468, 1902]
- theater-listing-title: ಮೈಸೂರಿನ ಚಿತ್ರಮಂದಿರಗಳಲ್ಲಿ: [1175, 270, 1402, 298]
- theater-row: [1111, 505, 1466, 522]
- race-picks: 1. ಕಾಂಟ್ರಾಡಿಕ್ಟ್ 2. ಕಾರ್ಬೊಲೈಟ್ 3. ಸ್ಟೀಲ್ ಪವರ್: [1115, 1642, 1465, 1659]
- theater-phone: (2541451): [1186, 474, 1238, 486]
- theater-row: [1111, 554, 1466, 570]
- movie-title: ಕೃಷ್ಣ ಗಾರ್ಮೆಂಟ್ (ಕ): [1281, 377, 1351, 389]
- race-title: IV. ತಲಕಾವೇರಿ ಪ್ಲೇಟ್-1600 ಮೀ. ರೇಟಿಂಗ್ 20 ರಿಂದ 45.: [1120, 1627, 1343, 1639]
- race-time: ಮ.2.15ಕ್ಕೆ: [1414, 1518, 1459, 1530]
- movie-title: ಸರ್ವಜನಿಕರಲ್ಲಿ ವಿನಂತಿ (ಕ): [1281, 426, 1367, 437]
- screen-row: [1115, 1002, 1463, 1032]
- story2-photo-caption: ನಂಜನಗೂಡು ತಾ.ಪಂ. ಸಭಾಂಗಣದಲ್ಲಿ ನಡೆದ ಸಾಮಾನ್ಯ ಸಭೆಯಲ್ಲಿ ಸಾಮಾಜಿಕ ನ್ಯಾಯ ಸಮಿತಿ ಅಧ್ಯಕ್ಷ ಆರ್.ಗೋವಿಂದರಾಜನ್ ಮಾತನಾಡಿದರು.: [330, 1007, 754, 1017]
- theater-column-header: ಚಿತ್ರಮಂದಿರ: [1115, 329, 1151, 339]
- yellow-dot: [814, 2252, 825, 2264]
- race-picks: 1. ಬರ್ಲಿನ್ 2. ಡೇರ್ ಡಿ ಡಾಲ್ 3. ಕಂಟ್ರೋಲ್ ಟ್ರಿಗ್ಗರ್: [1115, 1570, 1465, 1587]
- race-title-row: [1115, 1659, 1465, 1678]
- race-picks: 1. ನಾವೆಲ್ ರಾಕ್ 2. ಕರ್ಣಿ ರೆಡಿಮೇಡ್ 3. ಮದುರೊ: [1115, 1678, 1465, 1695]
- aadhaar-headline: ಆಧಾರ್ ತಿದ್ದುಪಡಿಗೆ ಸರತಿ ಸಾಲು: [1172, 1914, 1405, 1940]
- sports-banner-title: ಕ್ರೀಡೆ ಮತ್ತು ಮನರಂಜನೆ: [1166, 203, 1406, 229]
- bet-row: [1117, 1878, 1385, 1896]
- story6-body: ತಿ.ನರಸೀಪುರ ಜೂ.25(ಎಸ್‌ಕೆ)- ಮುಂಗಾರು ಹಂಗಾಮು ಕೃಷಿ ಚಟುವಟಿಕೆಗಳು ಆರಂಭವಾಗಿದ್ದು ರೈತರ ಸಮಸ್ಯೆಗಳಿಗೆ ಪರಿಹಾರ ಸೂಚಿಸಲು ರೈತರ ಸಭೆಯನ್ನು ಕರೆಯಬೇಕೆಂದು ರೈತ ಮುಖಂಡರು ಆಗ್ರಹಿಸಿದ್ದಾರೆ. ಈ ಬಾರಿ ಮುಂಗಾರು ಮಳೆ ಕ್ಷೀಣವಾಗಿದ್ದು ತಾಲೂಕಿನಲ್ಲಿ ಕೆರೆ ಕಟ್ಟೆಗಳು ಬರಿದಾಗಿವೆ. ಬಿತ್ತನೆ ಬೀಜ ಹಾಗೂ ರಸಗೊಬ್ಬರ ವಿತರಣೆಯಲ್ಲಿ ಲೋಪವಾಗದಂತೆ ಅಧಿಕಾರಿಗಳು ಎಚ್ಚರ ವಹಿಸಬೇಕು ಎಂದರು.: [630, 1263, 1102, 1306]
- pvr-logo: PVR: [1115, 1165, 1152, 1194]
- races-pick-title: ಇಂದಿನ ರೇಸಿಗೆ ನಮ್ಮ ಆಯ್ಕೆ: [1148, 1466, 1426, 1492]
- race-title-row: [1115, 1731, 1465, 1751]
- police-headline: ಸರಗೂರು ಪೋಲೀಸ್ ಠಾಣೆಗೆ ನೂತನ ಎಸ್‌ಪಿ ರಿಷ್ಯಂತ್ ಭೇಟಿ: [928, 719, 1091, 763]
- theater-name: ಲಿಡೋ: [1115, 393, 1137, 405]
- race-title: V. R.W.I.T.C.LTD ಟ್ರೋಫಿ(D1)-1200 ಮೀ.ರೇಟಿಂಗ್ 40ರಿಂದ 65.: [1120, 1663, 1398, 1675]
- bet-type: ಎಸ್‌ಎಸ್: [1117, 1880, 1147, 1892]
- theater-phone: (2521923): [1186, 409, 1238, 421]
- race-title: II. ಹಾರಂಗಿ ಡ್ಯಾಮ್ ಪ್ಲೇಟ್-1100 ಮೀ. ರೇಟಿಂಗ್ 20 ರಿಂದ 45.: [1120, 1554, 1359, 1566]
- language-footnote: ಭಾಷಾವಾರು : ಕ-ಕನ್ನಡ, ಹಿಂ-ಹಿಂದಿ, ಇಂ-ಇಂಗ್ಲಿಷ್, ತ-ತಮಿಳು, ತೆ-ತೆಲುಗು, ಮ-ಮಲಯಾಳಂ: [1115, 639, 1365, 648]
- bet-picks: : 5, 6 ಮತ್ತು 7: [1218, 1862, 1277, 1874]
- lead-col-2: ತಿರಸ್ಕರಿಸಲು ಕೃಷಿ ಭೂಮಿ ಹದ ಮಾಡಿಕೊಂಡು ಸಿದ್ಧತೆಯಲ್ಲಿ ತೊಡಗಬೇಕು. ಅಧಿಕಾರಿಗಳ ಸಲಹೆ ಪಡೆದು ಕೃಷಿ ಉತ್ಪಾದನೆ ಹೆಚ್ಚಿಸಿಕೊಳ್ಳಿ.: [367, 568, 515, 612]
- race-time: ಸಂ.4.15ಕ್ಕೆ: [1414, 1663, 1459, 1675]
- race-title: VII. R.W.I.T.C.LTD ಟ್ರೋಫಿ(D2)-1200 ಮೀ.ರೇಟಿಂಗ್ 40ರಿಂದ 65.: [1120, 1735, 1407, 1747]
- show-count: 4 ಪ್ರದರ್ಶನ: [1394, 393, 1433, 405]
- movie-title: ಸಿಂದೂರಾದ್ (ಕ): [1281, 555, 1337, 567]
- inox-phone: ದೂ : 2533444 / 2433456: [1259, 947, 1431, 962]
- page-label: ಪುಟ: [176, 148, 202, 181]
